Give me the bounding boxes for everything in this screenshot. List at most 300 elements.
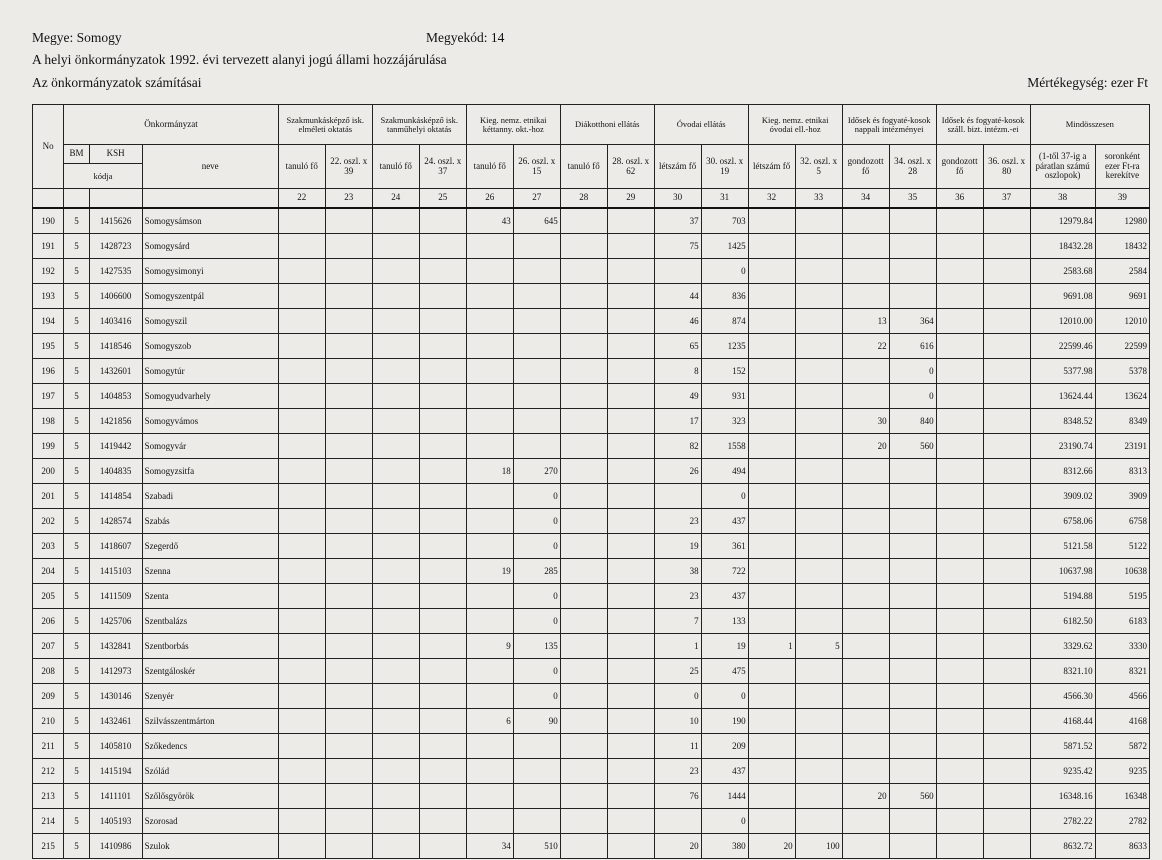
row-col-35 (889, 283, 936, 308)
row-col-26 (466, 658, 513, 683)
row-col-26 (466, 383, 513, 408)
row-ksh-code: 1428723 (89, 233, 142, 258)
row-col-36 (936, 833, 983, 858)
row-col-37 (983, 558, 1030, 583)
row-col-35 (889, 483, 936, 508)
row-col-36 (936, 383, 983, 408)
row-col-25 (419, 383, 466, 408)
row-col-35: 840 (889, 408, 936, 433)
subcol-36: gondozott fő (936, 145, 983, 189)
row-col-26 (466, 283, 513, 308)
row-col-24 (372, 633, 419, 658)
row-bm-code: 5 (64, 633, 89, 658)
row-municipality-name: Somogyudvarhely (142, 383, 278, 408)
row-col-32 (748, 233, 795, 258)
row-col-35 (889, 833, 936, 858)
row-ksh-code: 1421856 (89, 408, 142, 433)
table-row (33, 258, 1150, 283)
row-col-32 (748, 483, 795, 508)
row-col-32 (748, 708, 795, 733)
row-col-39: 6758 (1095, 508, 1149, 533)
row-no: 215 (33, 833, 64, 858)
row-col-38: 18432.28 (1030, 233, 1095, 258)
row-col-27 (513, 733, 560, 758)
row-col-31: 1444 (701, 783, 748, 808)
row-col-32 (748, 308, 795, 333)
row-col-26 (466, 433, 513, 458)
row-col-35 (889, 733, 936, 758)
colnum-27: 27 (513, 189, 560, 208)
row-col-38: 8321.10 (1030, 658, 1095, 683)
row-col-35 (889, 658, 936, 683)
row-col-36 (936, 458, 983, 483)
row-no: 203 (33, 533, 64, 558)
row-col-36 (936, 258, 983, 283)
row-bm-code: 5 (64, 458, 89, 483)
row-col-36 (936, 733, 983, 758)
row-col-25 (419, 233, 466, 258)
row-col-25 (419, 558, 466, 583)
row-col-29 (607, 508, 654, 533)
row-municipality-name: Szorosad (142, 808, 278, 833)
row-col-38: 6758.06 (1030, 508, 1095, 533)
row-col-39: 4168 (1095, 708, 1149, 733)
row-col-38: 5871.52 (1030, 733, 1095, 758)
row-col-33 (795, 408, 842, 433)
row-col-34 (842, 558, 889, 583)
row-col-39: 5872 (1095, 733, 1149, 758)
row-municipality-name: Somogyvámos (142, 408, 278, 433)
row-ksh-code: 1412973 (89, 658, 142, 683)
subcol-24: tanuló fő (372, 145, 419, 189)
row-col-31: 836 (701, 283, 748, 308)
row-col-25 (419, 633, 466, 658)
row-col-22 (278, 783, 325, 808)
row-col-30: 23 (654, 508, 701, 533)
row-col-33 (795, 683, 842, 708)
colnum-22: 22 (278, 189, 325, 208)
row-col-38: 6182.50 (1030, 608, 1095, 633)
row-col-22 (278, 808, 325, 833)
row-municipality-name: Somogyszob (142, 333, 278, 358)
colnum-25: 25 (419, 189, 466, 208)
row-col-29 (607, 433, 654, 458)
row-col-24 (372, 508, 419, 533)
header-group-9: Mindösszesen (1030, 105, 1149, 145)
colnum-33: 33 (795, 189, 842, 208)
row-col-29 (607, 658, 654, 683)
row-col-29 (607, 583, 654, 608)
table-row (33, 308, 1150, 333)
row-col-27 (513, 758, 560, 783)
row-col-35 (889, 633, 936, 658)
colnum-24: 24 (372, 189, 419, 208)
row-col-36 (936, 358, 983, 383)
row-col-39: 23191 (1095, 433, 1149, 458)
row-col-34 (842, 658, 889, 683)
row-col-32 (748, 208, 795, 234)
row-col-27 (513, 233, 560, 258)
row-col-27 (513, 358, 560, 383)
row-col-24 (372, 408, 419, 433)
row-no: 197 (33, 383, 64, 408)
row-bm-code: 5 (64, 258, 89, 283)
row-col-34 (842, 233, 889, 258)
row-ksh-code: 1403416 (89, 308, 142, 333)
row-col-31: 0 (701, 483, 748, 508)
row-col-32 (748, 258, 795, 283)
row-col-25 (419, 658, 466, 683)
row-col-34 (842, 808, 889, 833)
row-no: 195 (33, 333, 64, 358)
row-bm-code: 5 (64, 533, 89, 558)
row-col-27 (513, 333, 560, 358)
row-col-34 (842, 508, 889, 533)
row-col-26: 19 (466, 558, 513, 583)
row-col-25 (419, 408, 466, 433)
row-col-34: 13 (842, 308, 889, 333)
row-col-29 (607, 458, 654, 483)
row-col-35: 560 (889, 783, 936, 808)
row-col-24 (372, 783, 419, 808)
row-col-27: 0 (513, 608, 560, 633)
table-row (33, 408, 1150, 433)
row-col-35 (889, 683, 936, 708)
row-col-27: 135 (513, 633, 560, 658)
colnum-29: 29 (607, 189, 654, 208)
table-row (33, 633, 1150, 658)
subcol-26: tanuló fő (466, 145, 513, 189)
row-col-28 (560, 608, 607, 633)
row-col-32 (748, 758, 795, 783)
row-col-22 (278, 383, 325, 408)
row-col-30 (654, 483, 701, 508)
colnum-35: 35 (889, 189, 936, 208)
colnum-name-blank (142, 189, 278, 208)
header-ksh: KSH (89, 145, 142, 164)
row-col-30 (654, 808, 701, 833)
row-col-22 (278, 583, 325, 608)
row-col-28 (560, 408, 607, 433)
row-col-37 (983, 458, 1030, 483)
table-row (33, 733, 1150, 758)
row-no: 214 (33, 808, 64, 833)
row-col-26 (466, 733, 513, 758)
row-col-35: 0 (889, 358, 936, 383)
row-col-39: 13624 (1095, 383, 1149, 408)
row-col-26: 34 (466, 833, 513, 858)
table-row (33, 758, 1150, 783)
row-no: 211 (33, 733, 64, 758)
row-col-30: 1 (654, 633, 701, 658)
row-col-26 (466, 608, 513, 633)
row-col-25 (419, 783, 466, 808)
row-municipality-name: Szabás (142, 508, 278, 533)
row-col-25 (419, 533, 466, 558)
row-no: 199 (33, 433, 64, 458)
row-col-39: 10638 (1095, 558, 1149, 583)
row-col-26: 6 (466, 708, 513, 733)
subcol-29: 28. oszl. x 62 (607, 145, 654, 189)
row-municipality-name: Szőlősgyörök (142, 783, 278, 808)
row-col-27 (513, 783, 560, 808)
row-no: 196 (33, 358, 64, 383)
subcol-33: 32. oszl. x 5 (795, 145, 842, 189)
row-col-29 (607, 733, 654, 758)
row-no: 193 (33, 283, 64, 308)
row-col-23 (325, 433, 372, 458)
row-col-30: 10 (654, 708, 701, 733)
colnum-34: 34 (842, 189, 889, 208)
row-col-31: 323 (701, 408, 748, 433)
row-ksh-code: 1427535 (89, 258, 142, 283)
row-col-35 (889, 558, 936, 583)
row-col-24 (372, 558, 419, 583)
row-col-39: 8349 (1095, 408, 1149, 433)
row-no: 202 (33, 508, 64, 533)
row-municipality-name: Szenta (142, 583, 278, 608)
row-col-33 (795, 608, 842, 633)
row-col-37 (983, 408, 1030, 433)
row-col-37 (983, 283, 1030, 308)
row-col-33 (795, 258, 842, 283)
row-col-34 (842, 358, 889, 383)
row-municipality-name: Szabadi (142, 483, 278, 508)
row-col-39: 6183 (1095, 608, 1149, 633)
table-row (33, 708, 1150, 733)
row-col-32 (748, 583, 795, 608)
row-no: 191 (33, 233, 64, 258)
row-col-34 (842, 483, 889, 508)
row-col-27: 645 (513, 208, 560, 234)
table-row (33, 533, 1150, 558)
row-bm-code: 5 (64, 358, 89, 383)
row-col-28 (560, 308, 607, 333)
row-col-26 (466, 483, 513, 508)
row-col-38: 3329.62 (1030, 633, 1095, 658)
row-col-35 (889, 458, 936, 483)
row-col-23 (325, 633, 372, 658)
row-ksh-code: 1406600 (89, 283, 142, 308)
row-col-35 (889, 533, 936, 558)
row-col-29 (607, 533, 654, 558)
table-row (33, 458, 1150, 483)
row-no: 192 (33, 258, 64, 283)
row-col-22 (278, 658, 325, 683)
row-col-23 (325, 358, 372, 383)
row-col-38: 5377.98 (1030, 358, 1095, 383)
row-col-23 (325, 708, 372, 733)
row-bm-code: 5 (64, 658, 89, 683)
subcol-39: soronként ezer Ft-ra kerekítve (1095, 145, 1149, 189)
row-bm-code: 5 (64, 383, 89, 408)
row-col-30: 44 (654, 283, 701, 308)
row-col-38: 9691.08 (1030, 283, 1095, 308)
allocation-table (32, 104, 1150, 859)
row-col-30: 23 (654, 758, 701, 783)
row-col-23 (325, 258, 372, 283)
row-col-22 (278, 308, 325, 333)
row-col-32 (748, 333, 795, 358)
row-col-31: 703 (701, 208, 748, 234)
row-col-25 (419, 758, 466, 783)
row-col-30: 46 (654, 308, 701, 333)
row-col-29 (607, 333, 654, 358)
row-col-38: 5121.58 (1030, 533, 1095, 558)
row-col-24 (372, 458, 419, 483)
row-col-29 (607, 633, 654, 658)
row-col-30: 25 (654, 658, 701, 683)
colnum-31: 31 (701, 189, 748, 208)
row-col-36 (936, 808, 983, 833)
row-col-24 (372, 358, 419, 383)
subcol-37: 36. oszl. x 80 (983, 145, 1030, 189)
row-col-35: 616 (889, 333, 936, 358)
row-col-37 (983, 258, 1030, 283)
row-col-29 (607, 383, 654, 408)
row-col-29 (607, 683, 654, 708)
row-col-34 (842, 633, 889, 658)
table-row (33, 658, 1150, 683)
row-municipality-name: Szegerdő (142, 533, 278, 558)
row-col-38: 2782.22 (1030, 808, 1095, 833)
unit-label: Mértékegység: ezer Ft (1027, 75, 1148, 90)
row-col-37 (983, 583, 1030, 608)
row-no: 206 (33, 608, 64, 633)
row-col-30: 82 (654, 433, 701, 458)
row-col-34 (842, 208, 889, 234)
row-col-22 (278, 508, 325, 533)
row-col-27: 0 (513, 583, 560, 608)
row-col-26 (466, 233, 513, 258)
row-col-31: 494 (701, 458, 748, 483)
table-row (33, 558, 1150, 583)
county-code-label: Megyekód: 14 (426, 30, 505, 45)
row-col-35 (889, 808, 936, 833)
row-col-27 (513, 408, 560, 433)
row-col-35 (889, 708, 936, 733)
row-col-36 (936, 408, 983, 433)
row-bm-code: 5 (64, 408, 89, 433)
table-row (33, 358, 1150, 383)
row-col-26: 9 (466, 633, 513, 658)
colnum-23: 23 (325, 189, 372, 208)
row-col-24 (372, 383, 419, 408)
row-bm-code: 5 (64, 233, 89, 258)
row-col-27 (513, 383, 560, 408)
row-col-29 (607, 358, 654, 383)
row-col-34 (842, 458, 889, 483)
row-col-36 (936, 308, 983, 333)
table-row (33, 783, 1150, 808)
row-col-23 (325, 508, 372, 533)
row-bm-code: 5 (64, 308, 89, 333)
row-municipality-name: Somogysimonyi (142, 258, 278, 283)
colnum-37: 37 (983, 189, 1030, 208)
row-col-23 (325, 533, 372, 558)
header-bm: BM (64, 145, 89, 164)
row-col-32 (748, 283, 795, 308)
row-col-23 (325, 583, 372, 608)
row-col-23 (325, 333, 372, 358)
row-col-28 (560, 708, 607, 733)
row-col-36 (936, 633, 983, 658)
row-col-34: 22 (842, 333, 889, 358)
row-col-38: 5194.88 (1030, 583, 1095, 608)
row-col-27: 0 (513, 508, 560, 533)
row-col-31: 190 (701, 708, 748, 733)
row-col-31: 931 (701, 383, 748, 408)
row-col-27: 270 (513, 458, 560, 483)
row-ksh-code: 1415194 (89, 758, 142, 783)
colnum-32: 32 (748, 189, 795, 208)
row-col-27 (513, 258, 560, 283)
row-col-29 (607, 208, 654, 234)
row-col-36 (936, 508, 983, 533)
subcol-35: 34. oszl. x 28 (889, 145, 936, 189)
row-col-33: 100 (795, 833, 842, 858)
row-col-37 (983, 208, 1030, 234)
row-col-26 (466, 358, 513, 383)
row-col-28 (560, 533, 607, 558)
row-no: 210 (33, 708, 64, 733)
row-col-22 (278, 433, 325, 458)
row-col-34 (842, 583, 889, 608)
table-row (33, 333, 1150, 358)
row-col-28 (560, 758, 607, 783)
row-no: 213 (33, 783, 64, 808)
row-col-36 (936, 683, 983, 708)
row-col-39: 4566 (1095, 683, 1149, 708)
row-col-28 (560, 208, 607, 234)
row-col-25 (419, 733, 466, 758)
row-col-39: 2782 (1095, 808, 1149, 833)
row-col-24 (372, 433, 419, 458)
subcol-31: 30. oszl. x 19 (701, 145, 748, 189)
row-col-22 (278, 758, 325, 783)
row-col-29 (607, 483, 654, 508)
header-group-1: Szakmunkásképző isk. elméleti oktatás (278, 105, 372, 145)
row-col-34 (842, 383, 889, 408)
row-ksh-code: 1415626 (89, 208, 142, 234)
row-col-25 (419, 258, 466, 283)
row-col-38: 13624.44 (1030, 383, 1095, 408)
table-row (33, 833, 1150, 858)
row-col-36 (936, 658, 983, 683)
row-col-36 (936, 433, 983, 458)
row-col-38: 8348.52 (1030, 408, 1095, 433)
row-col-32 (748, 458, 795, 483)
row-col-36 (936, 333, 983, 358)
row-ksh-code: 1411101 (89, 783, 142, 808)
row-bm-code: 5 (64, 808, 89, 833)
row-col-32 (748, 533, 795, 558)
row-col-33 (795, 758, 842, 783)
row-no: 208 (33, 658, 64, 683)
row-col-31: 1425 (701, 233, 748, 258)
row-col-26 (466, 808, 513, 833)
row-col-30: 37 (654, 208, 701, 234)
row-col-24 (372, 258, 419, 283)
row-col-27: 510 (513, 833, 560, 858)
row-col-22 (278, 358, 325, 383)
row-ksh-code: 1405810 (89, 733, 142, 758)
colnum-39: 39 (1095, 189, 1149, 208)
row-col-26 (466, 758, 513, 783)
row-col-25 (419, 508, 466, 533)
row-ksh-code: 1419442 (89, 433, 142, 458)
subcol-27: 26. oszl. x 15 (513, 145, 560, 189)
